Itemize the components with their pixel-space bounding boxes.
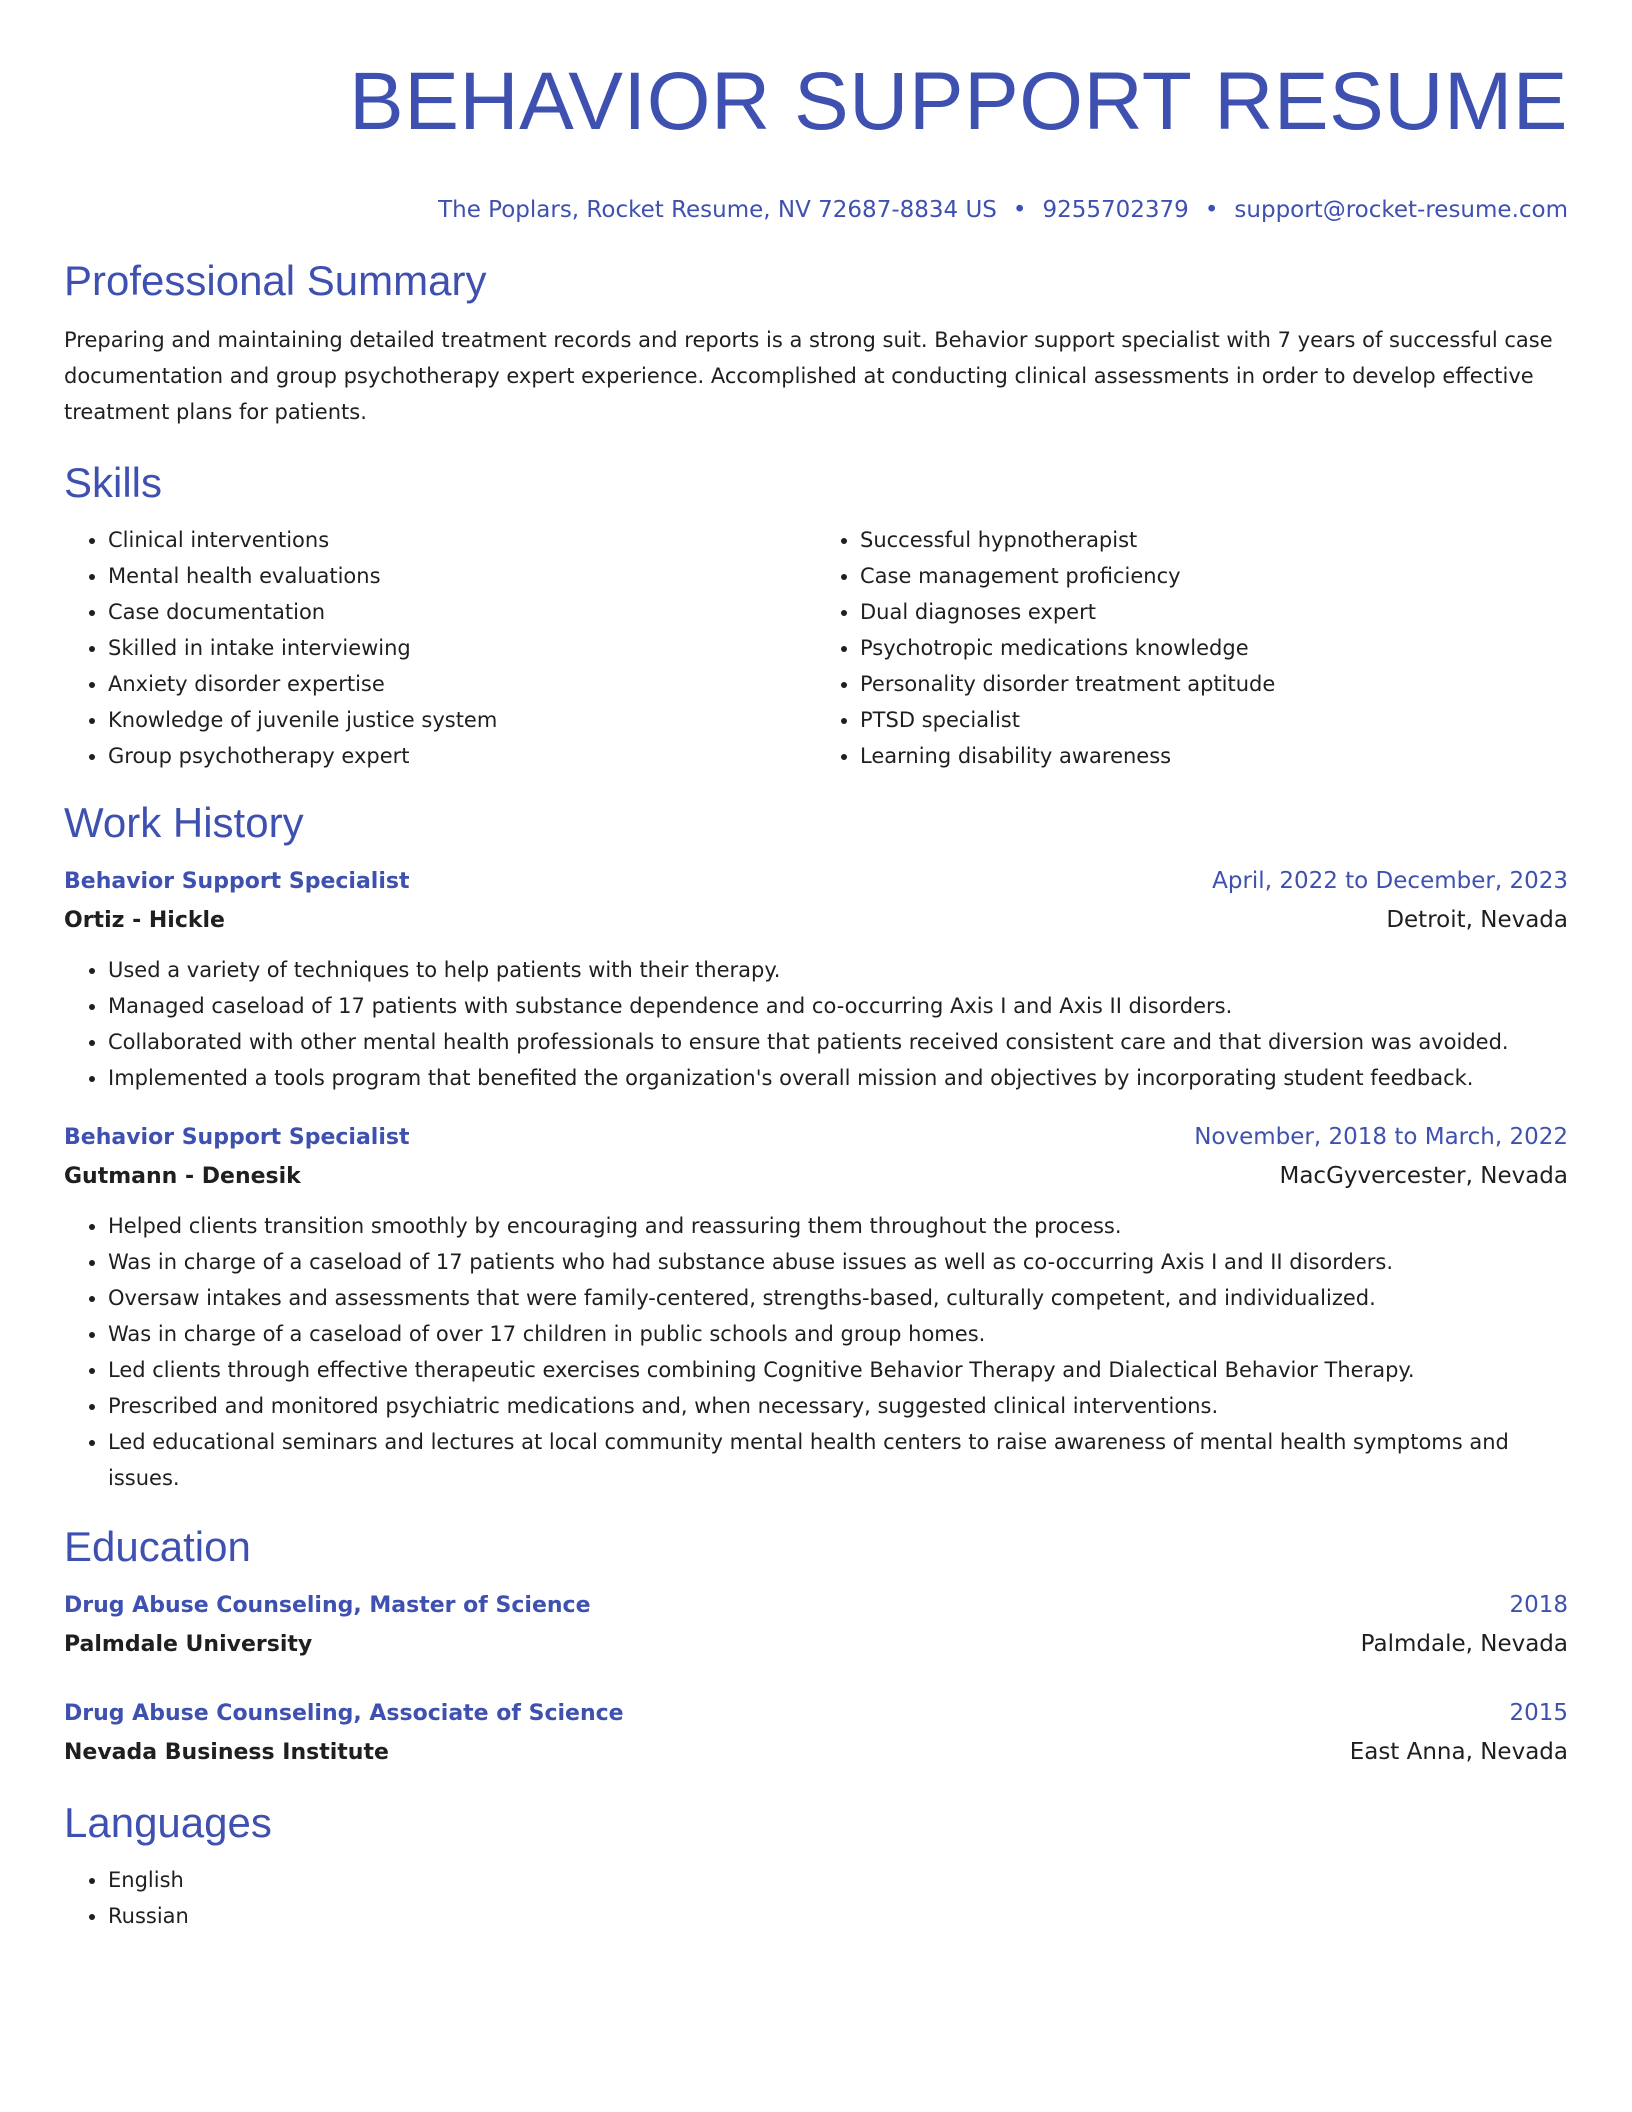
job-bullet: • Implemented a tools program that benefited the organization's overall mission and objectives by incorporating student feedback.: [108, 1060, 1568, 1096]
education-school: Nevada Business Institute: [64, 1740, 389, 1765]
skill-item: • Successful hypnotherapist: [860, 522, 1568, 558]
job-bullet: • Helped clients transition smoothly by encouraging and reassuring them throughout the process.: [108, 1208, 1568, 1244]
job-location: MacGyvercester, Nevada: [1279, 1163, 1568, 1189]
skills-list: [64, 522, 1568, 774]
job-entry: [64, 1118, 1568, 1496]
skill-item: • Skilled in intake interviewing: [108, 630, 816, 666]
skill-item: • Dual diagnoses expert: [860, 594, 1568, 630]
education-school-row: [64, 1625, 1568, 1664]
skill-item: • Group psychotherapy expert: [108, 738, 816, 774]
summary-heading: Professional Summary: [64, 257, 487, 304]
job-company: Gutmann - Denesik: [64, 1164, 301, 1189]
language-item: • English: [108, 1862, 1568, 1898]
job-location: Detroit, Nevada: [1386, 907, 1568, 933]
job-bullet: • Collaborated with other mental health professionals to ensure that patients received consistent care and that diversion was avoided.: [108, 1024, 1568, 1060]
job-bullet: • Oversaw intakes and assessments that were family-centered, strengths-based, culturally competent, and individualized.: [108, 1280, 1568, 1316]
skill-item: • Anxiety disorder expertise: [108, 666, 816, 702]
contact-separator: •: [1204, 197, 1219, 223]
contact-phone: 9255702379: [1042, 197, 1189, 223]
job-header-row: [64, 862, 1568, 901]
job-bullet: • Led educational seminars and lectures at local community mental health centers to raise awareness of mental health symptoms and issues.: [108, 1424, 1568, 1496]
job-company-row: [64, 1157, 1568, 1196]
education-school-row: [64, 1733, 1568, 1772]
skill-item: • Clinical interventions: [108, 522, 816, 558]
job-dates: April, 2022 to December, 2023: [1212, 868, 1568, 894]
skill-item: • Knowledge of juvenile justice system: [108, 702, 816, 738]
contact-separator: •: [1012, 197, 1027, 223]
work-history-heading: Work History: [64, 799, 304, 846]
contact-line: [64, 194, 1568, 226]
skill-item: • Case documentation: [108, 594, 816, 630]
languages-heading: Languages: [64, 1799, 272, 1846]
job-bullets: [64, 952, 1568, 1096]
job-bullet: • Used a variety of techniques to help patients with their therapy.: [108, 952, 1568, 988]
skills-column-right: [816, 522, 1568, 774]
job-entry: [64, 862, 1568, 1096]
job-company: Ortiz - Hickle: [64, 908, 225, 933]
education-location: East Anna, Nevada: [1349, 1739, 1568, 1765]
skills-heading: Skills: [64, 459, 163, 506]
job-bullets: [64, 1208, 1568, 1496]
job-bullet: • Prescribed and monitored psychiatric medications and, when necessary, suggested clinical interventions.: [108, 1388, 1568, 1424]
education-entry: [64, 1586, 1568, 1664]
job-bullet: • Was in charge of a caseload of 17 patients who had substance abuse issues as well as co-occurring Axis I and II disorders.: [108, 1244, 1568, 1280]
job-title: Behavior Support Specialist: [64, 1125, 410, 1150]
language-item: • Russian: [108, 1898, 1568, 1934]
education-year: 2018: [1509, 1592, 1568, 1618]
education-school: Palmdale University: [64, 1632, 313, 1657]
job-header-row: [64, 1118, 1568, 1157]
education-year: 2015: [1509, 1700, 1568, 1726]
skill-item: • Case management proficiency: [860, 558, 1568, 594]
education-degree: Drug Abuse Counseling, Associate of Science: [64, 1701, 624, 1726]
job-bullet: • Managed caseload of 17 patients with substance dependence and co-occurring Axis I and Axis II disorders.: [108, 988, 1568, 1024]
resume-title: BEHAVIOR SUPPORT RESUME: [349, 56, 1568, 147]
contact-address: The Poplars, Rocket Resume, NV 72687-8834 US: [438, 197, 997, 223]
education-degree: Drug Abuse Counseling, Master of Science: [64, 1593, 591, 1618]
job-company-row: [64, 901, 1568, 940]
skill-item: • Psychotropic medications knowledge: [860, 630, 1568, 666]
job-bullet: • Was in charge of a caseload of over 17 children in public schools and group homes.: [108, 1316, 1568, 1352]
skill-item: • PTSD specialist: [860, 702, 1568, 738]
skills-column-left: [64, 522, 816, 774]
education-heading: Education: [64, 1523, 251, 1570]
contact-email: support@rocket-resume.com: [1234, 197, 1568, 223]
summary-text: Preparing and maintaining detailed treatment records and reports is a strong suit. Behavior support specialist with 7 years of successful case documentation and group psychotherapy expert experience. Accomplished at conducting clinical assessments in order to develop effective treatment plans for patients.: [64, 328, 1553, 424]
education-header-row: [64, 1694, 1568, 1733]
skill-item: • Learning disability awareness: [860, 738, 1568, 774]
job-bullet: • Led clients through effective therapeutic exercises combining Cognitive Behavior Therapy and Dialectical Behavior Therapy.: [108, 1352, 1568, 1388]
skill-item: • Mental health evaluations: [108, 558, 816, 594]
education-location: Palmdale, Nevada: [1360, 1631, 1568, 1657]
job-dates: November, 2018 to March, 2022: [1194, 1124, 1568, 1150]
skill-item: • Personality disorder treatment aptitude: [860, 666, 1568, 702]
education-entry: [64, 1694, 1568, 1772]
education-header-row: [64, 1586, 1568, 1625]
languages-list: [64, 1862, 1568, 1934]
job-title: Behavior Support Specialist: [64, 869, 410, 894]
